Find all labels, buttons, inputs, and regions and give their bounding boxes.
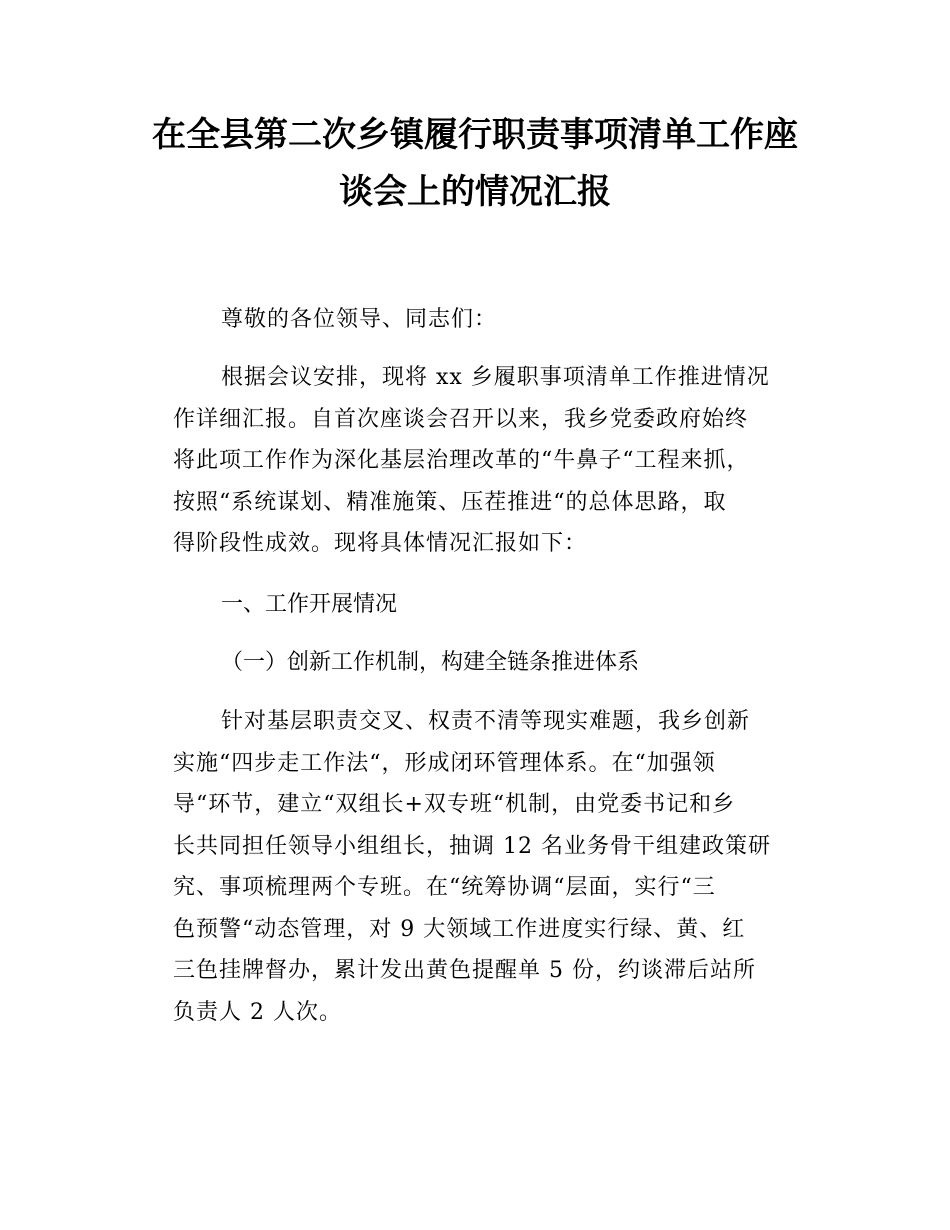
- body-line: 实施“四步走工作法“，形成闭环管理体系。在“加强领: [173, 750, 716, 776]
- greeting-paragraph: [173, 299, 803, 341]
- document-title-line-1: 在全县第二次乡镇履行职责事项清单工作座: [152, 115, 798, 155]
- body-paragraph: [173, 701, 803, 1033]
- intro-line: 根据会议安排，现将 xx 乡履职事项清单工作推进情况: [221, 365, 770, 390]
- document-title-line-2: 谈会上的情况汇报: [339, 172, 611, 212]
- intro-line: 作详细汇报。自首次座谈会召开以来，我乡党委政府始终: [173, 406, 749, 432]
- intro-paragraph: [173, 357, 803, 565]
- body-line: 长共同担任领导小组组长，抽调 12 名业务骨干组建政策研: [173, 833, 771, 859]
- body-line: 究、事项梳理两个专班。在“统筹协调“层面，实行“三: [173, 875, 716, 900]
- greeting: 尊敬的各位领导、同志们：: [221, 307, 498, 332]
- body-line: 导“环节，建立“双组长+双专班“机制，由党委书记和乡: [173, 792, 736, 817]
- body-line: 针对基层职责交叉、权责不清等现实难题，我乡创新: [221, 709, 751, 734]
- body-line: 色预警“动态管理，对 9 大领域工作进度实行绿、黄、红: [173, 916, 746, 942]
- intro-line: 得阶段性成效。现将具体情况汇报如下：: [173, 531, 588, 556]
- section-heading-1: 一、工作开展情况: [221, 592, 398, 617]
- subsection-heading-1: （一）创新工作机制，构建全链条推进体系: [221, 650, 640, 675]
- body-line: 三色挂牌督办，累计发出黄色提醒单 5 份，约谈滞后站所: [173, 958, 756, 983]
- intro-line: 将此项工作作为深化基层治理改革的“牛鼻子“工程来抓，: [173, 448, 750, 473]
- body-line: 负责人 2 人次。: [173, 999, 342, 1025]
- intro-line: 按照“系统谋划、精准施策、压茬推进“的总体思路，取: [173, 489, 727, 515]
